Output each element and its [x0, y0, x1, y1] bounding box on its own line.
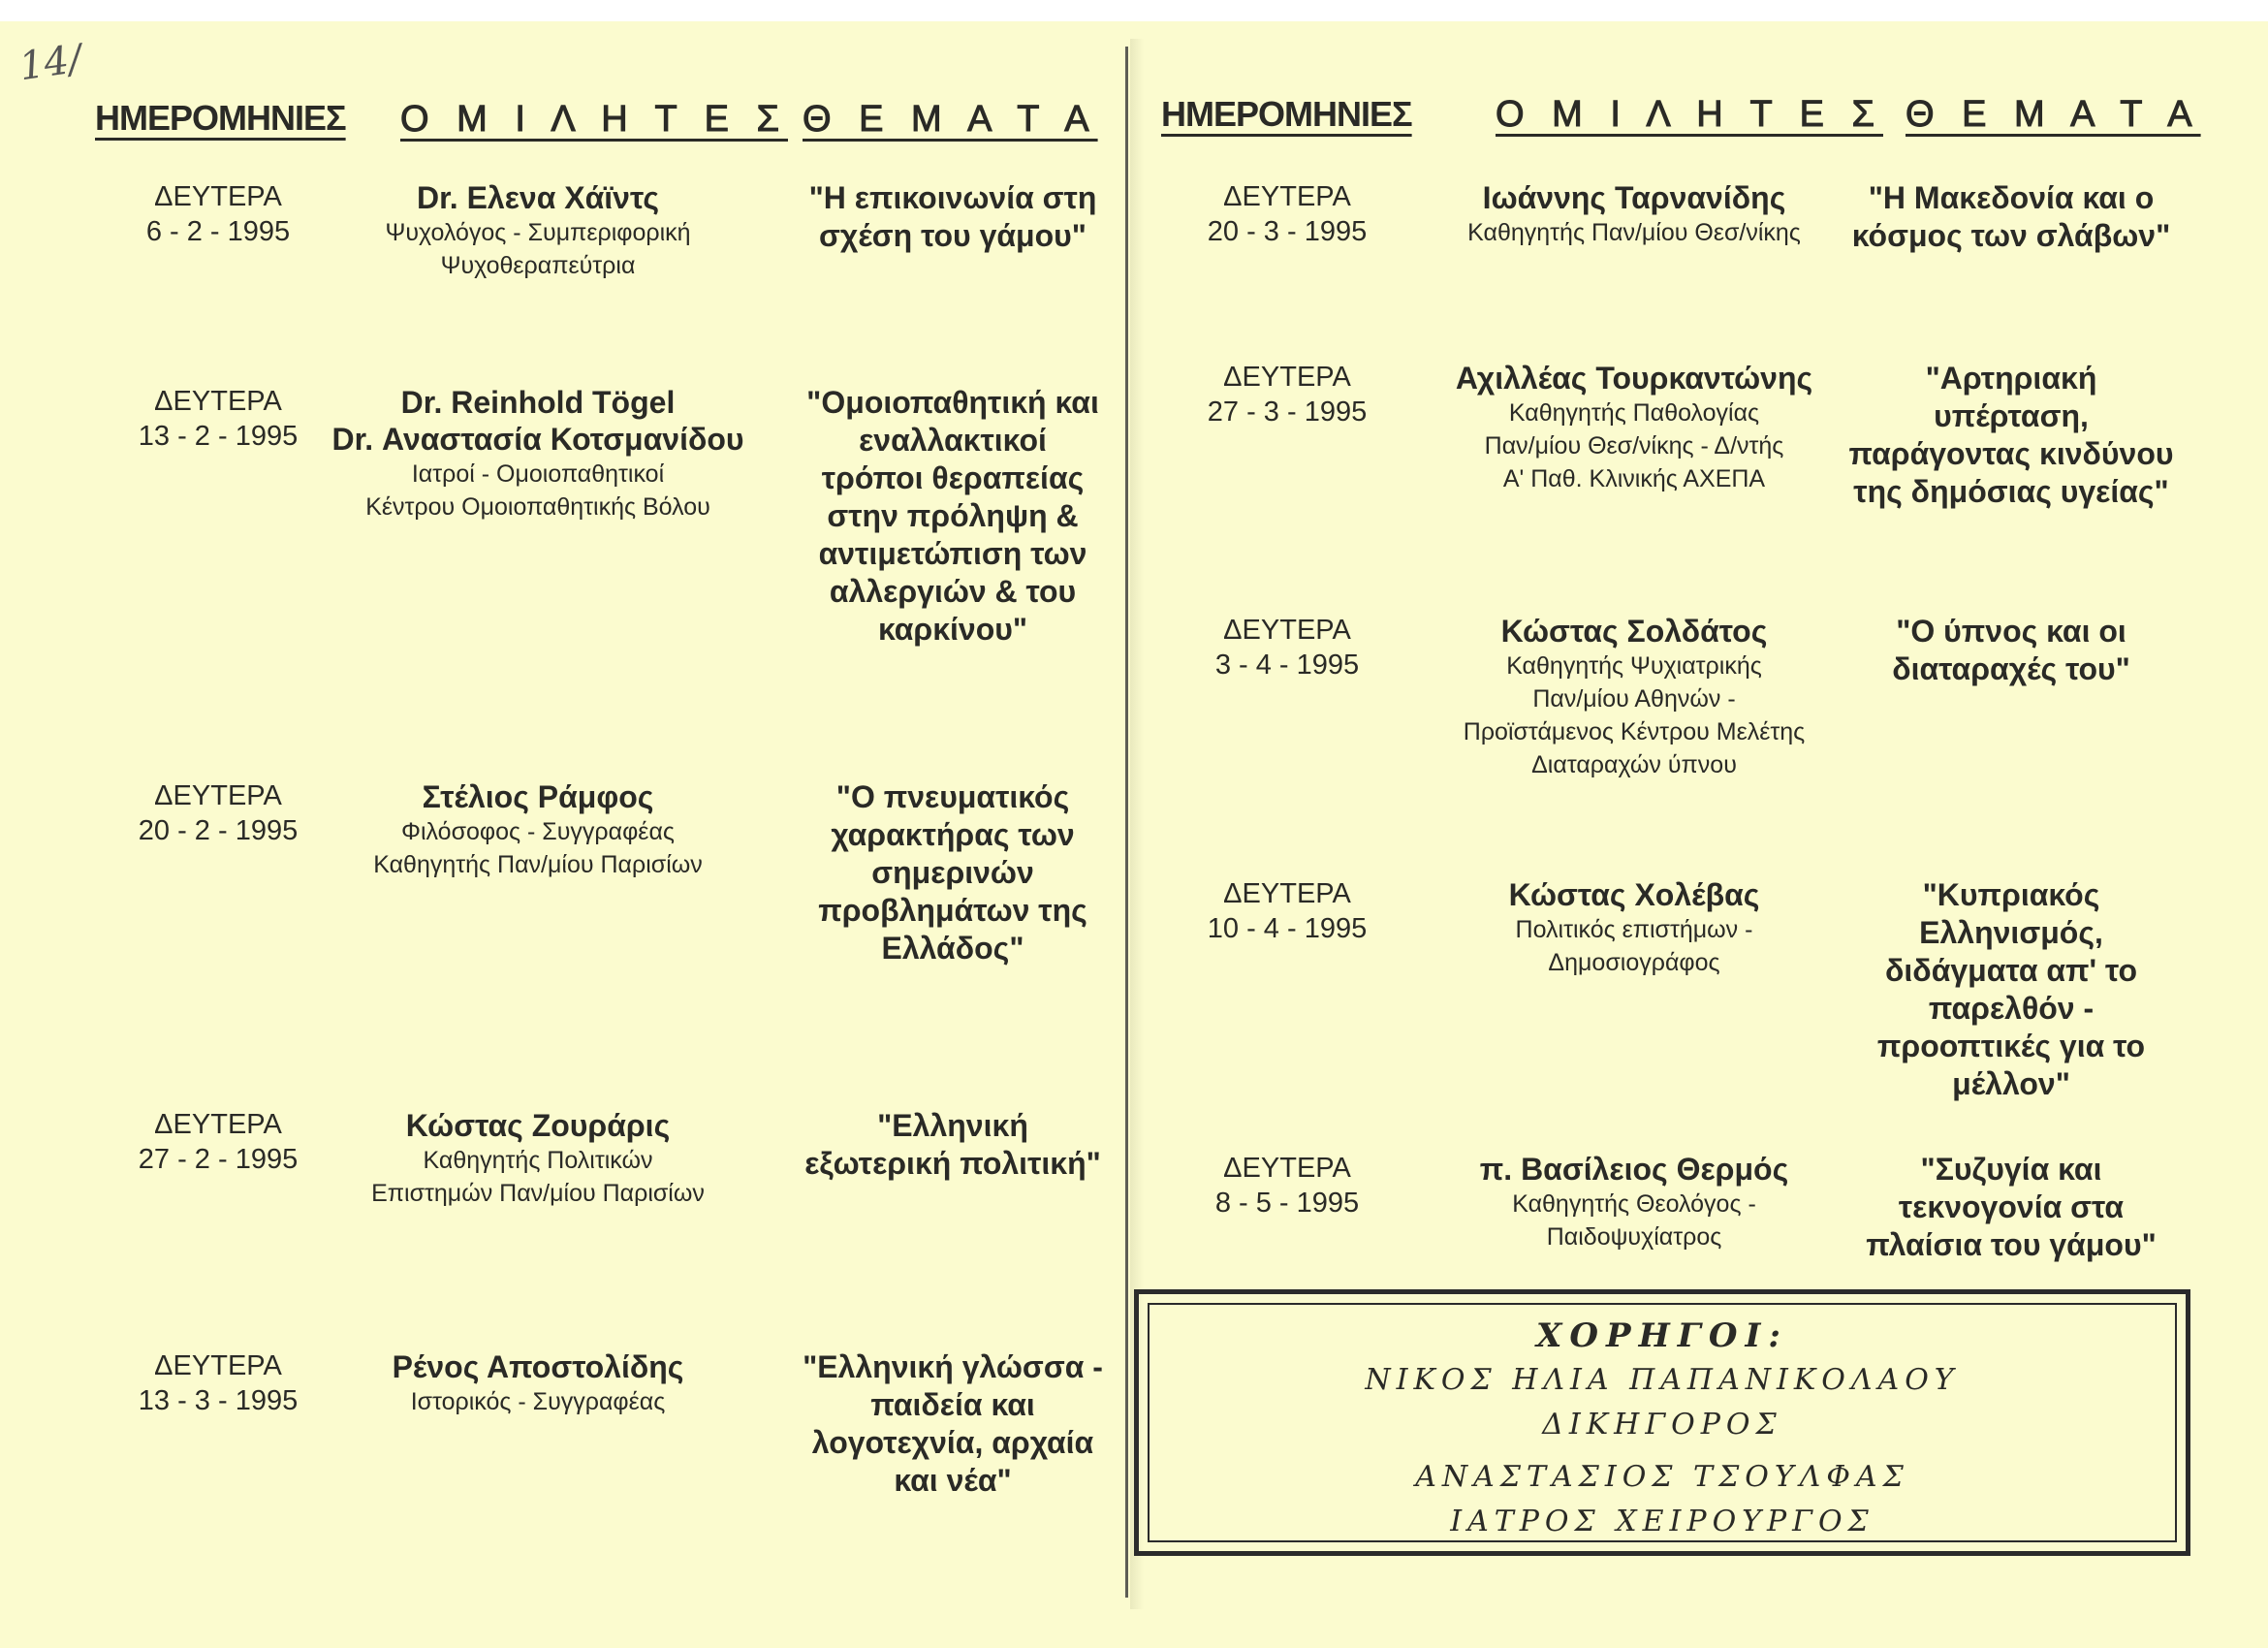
topic-line: "Αρτηριακή υπέρταση,: [1925, 361, 2097, 433]
speaker-description: Φιλόσοφος - Συγγραφέας: [401, 818, 675, 845]
speaker-description: Πολιτικός επιστήμων -: [1515, 916, 1753, 943]
entry-date: [1181, 179, 1394, 249]
entry-topic: [788, 179, 1118, 255]
entry-day: ΔΕΥΤΕΡΑ: [1223, 181, 1351, 212]
speaker-description: Ιατροί - Ομοιοπαθητικοί: [411, 460, 665, 488]
speaker-name: Κώστας Χολέβας: [1508, 877, 1760, 912]
entry-date: [111, 778, 325, 848]
topic-line: εναλλακτικοί: [859, 423, 1047, 458]
entry-topic: [1846, 179, 2176, 255]
speaker-name: Ιωάννης Ταρνανίδης: [1482, 180, 1786, 215]
entry-speaker: [325, 384, 751, 523]
entry-date-value: 13 - 2 - 1995: [138, 421, 299, 452]
entry-day: ΔΕΥΤΕΡΑ: [1223, 1153, 1351, 1184]
sponsors-box: [1134, 1289, 2190, 1556]
entry-topic: [788, 1348, 1118, 1500]
entry-date-value: 6 - 2 - 1995: [145, 216, 291, 247]
speaker-description: Καθηγητής Παν/μίου Θεσ/νίκης: [1467, 219, 1801, 246]
topic-line: "Η Μακεδονία και ο: [1868, 180, 2155, 215]
right-header-speakers: Ο Μ Ι Λ Η Τ Ε Σ: [1496, 94, 1883, 135]
sponsor-line: ΝΙΚΟΣ ΗΛΙΑ ΠΑΠΑΝΙΚΟΛΑΟΥ: [1365, 1363, 1960, 1397]
topic-line: παιδεία και: [870, 1387, 1035, 1422]
speaker-description: Παιδοψυχίατρος: [1546, 1223, 1722, 1251]
topic-line: χαρακτήρας των: [831, 817, 1075, 852]
entry-date-value: 20 - 3 - 1995: [1207, 216, 1368, 247]
speaker-name: Αχιλλέας Τουρκαντώνης: [1455, 361, 1813, 396]
entry-day: ΔΕΥΤΕΡΑ: [1223, 362, 1351, 393]
topic-line: της δημόσιας υγείας": [1853, 474, 2169, 509]
entry-day: ΔΕΥΤΕΡΑ: [154, 181, 282, 212]
topic-line: παρελθόν -: [1928, 991, 2095, 1026]
speaker-name: Κώστας Σολδάτος: [1500, 614, 1768, 649]
topic-line: παράγοντας κινδύνου: [1848, 436, 2174, 471]
topic-line: αλλεργιών & του: [829, 574, 1077, 609]
entry-date: [1181, 876, 1394, 946]
left-header-topics: Θ Ε Μ Α Τ Α: [803, 99, 1098, 140]
entry-date: [111, 384, 325, 454]
entry-speaker: [1421, 613, 1847, 781]
entry-day: ΔΕΥΤΕΡΑ: [154, 1109, 282, 1140]
speaker-description: Επιστημών Παν/μίου Παρισίων: [371, 1180, 705, 1207]
speaker-description: Καθηγητής Ψυχιατρικής: [1506, 652, 1762, 680]
topic-line: κόσμος των σλάβων": [1851, 218, 2171, 253]
entry-speaker: [1421, 876, 1847, 979]
entry-day: ΔΕΥΤΕΡΑ: [1223, 615, 1351, 646]
topic-line: στην πρόληψη &: [827, 498, 1079, 533]
topic-line: "Ομοιοπαθητική και: [806, 385, 1099, 420]
right-header-dates: ΗΜΕΡΟΜΗΝΙΕΣ: [1161, 94, 1412, 134]
topic-line: τεκνογονία στα: [1898, 1189, 2125, 1224]
entry-topic: [1846, 613, 2176, 688]
entry-date-value: 27 - 3 - 1995: [1207, 396, 1368, 428]
speaker-description: Διαταραχών ύπνου: [1531, 751, 1737, 778]
entry-date-value: 27 - 2 - 1995: [138, 1144, 299, 1175]
topic-line: "Συζυγία και: [1920, 1152, 2102, 1187]
right-header-topics: Θ Ε Μ Α Τ Α: [1906, 94, 2201, 135]
sponsor-line: ΑΝΑΣΤΑΣΙΟΣ ΤΣΟΥΛΦΑΣ: [1415, 1460, 1909, 1494]
speaker-description: Δημοσιογράφος: [1548, 949, 1720, 976]
speaker-name: π. Βασίλειος Θερμός: [1479, 1152, 1789, 1187]
entry-topic: [788, 1107, 1118, 1183]
topic-line: διαταραχές του": [1892, 651, 2130, 686]
entry-date: [1181, 613, 1394, 682]
entry-date: [1181, 1151, 1394, 1220]
sponsor-line: ΔΙΚΗΓΟΡΟΣ: [1542, 1408, 1782, 1442]
topic-line: Ελλάδος": [881, 931, 1024, 966]
topic-line: μέλλον": [1952, 1066, 2070, 1101]
speaker-name: Dr. Reinhold Tögel: [400, 385, 676, 420]
speaker-description: Κέντρου Ομοιοπαθητικής Βόλου: [365, 493, 710, 521]
sponsor-line: ΙΑΤΡΟΣ ΧΕΙΡΟΥΡΓΟΣ: [1450, 1505, 1874, 1538]
entry-topic: [1846, 1151, 2176, 1264]
center-fold-line: [1125, 47, 1128, 1598]
entry-date: [1181, 360, 1394, 429]
entry-date: [111, 179, 325, 249]
topic-line: "Ο πνευματικός: [835, 779, 1070, 814]
entry-speaker: [1421, 1151, 1847, 1253]
entry-date-value: 8 - 5 - 1995: [1214, 1188, 1360, 1219]
entry-speaker: [325, 179, 751, 282]
entry-date-value: 10 - 4 - 1995: [1207, 913, 1368, 944]
entry-topic: [1846, 876, 2176, 1103]
entry-date-value: 13 - 3 - 1995: [138, 1385, 299, 1416]
entry-topic: [788, 778, 1118, 967]
speaker-name: Ρένος Αποστολίδης: [392, 1349, 684, 1384]
speaker-description: Παν/μίου Αθηνών -: [1532, 685, 1736, 713]
topic-line: αντιμετώπιση των: [818, 536, 1087, 571]
speaker-name: Κώστας Ζουράρις: [405, 1108, 671, 1143]
speaker-name: Στέλιος Ράμφος: [422, 779, 654, 814]
entry-day: ΔΕΥΤΕΡΑ: [154, 780, 282, 811]
handwritten-annotation: 14/: [16, 36, 85, 90]
speaker-description: Καθηγητής Παθολογίας: [1508, 399, 1760, 427]
topic-line: τρόποι θεραπείας: [821, 460, 1085, 495]
speaker-description: Ψυχοθεραπεύτρια: [440, 252, 636, 279]
speaker-description: Παν/μίου Θεσ/νίκης - Δ/ντής: [1484, 432, 1784, 460]
topic-line: Ελληνισμός,: [1919, 915, 2103, 950]
topic-line: σχέση του γάμου": [819, 218, 1087, 253]
sponsors-title: ΧΟΡΗΓΟΙ:: [1536, 1316, 1788, 1355]
topic-line: καρκίνου": [877, 612, 1028, 647]
entry-speaker: [325, 778, 751, 881]
entry-day: ΔΕΥΤΕΡΑ: [1223, 878, 1351, 909]
topic-line: "Ελληνική γλώσσα -: [803, 1349, 1103, 1384]
entry-date-value: 20 - 2 - 1995: [138, 815, 299, 846]
speaker-description: Ιστορικός - Συγγραφέας: [410, 1388, 666, 1415]
topic-line: εξωτερική πολιτική": [804, 1146, 1101, 1181]
topic-line: και νέα": [894, 1463, 1012, 1498]
topic-line: "Ελληνική: [877, 1108, 1028, 1143]
speaker-name: Dr. Ελενα Χάϊντς: [417, 180, 659, 215]
topic-line: προοπτικές για το: [1876, 1029, 2146, 1063]
topic-line: "Η επικοινωνία στη: [808, 180, 1097, 215]
speaker-description: Καθηγητής Πολιτικών: [423, 1147, 653, 1174]
entry-day: ΔΕΥΤΕΡΑ: [154, 1350, 282, 1381]
speaker-name: Dr. Αναστασία Κοτσμανίδου: [331, 422, 744, 457]
topic-line: σημερινών: [871, 855, 1034, 890]
entry-speaker: [1421, 179, 1847, 249]
topic-line: πλαίσια του γάμου": [1866, 1227, 2157, 1262]
topic-line: προβλημάτων της: [818, 893, 1087, 928]
speaker-description: Προϊστάμενος Κέντρου Μελέτης: [1463, 718, 1806, 745]
entry-date-value: 3 - 4 - 1995: [1214, 650, 1360, 681]
entry-speaker: [325, 1107, 751, 1210]
topic-line: διδάγματα απ' το: [1885, 953, 2137, 988]
entry-speaker: [325, 1348, 751, 1418]
sponsors-text: [1139, 1314, 2186, 1544]
entry-topic: [788, 384, 1118, 649]
left-header-dates: ΗΜΕΡΟΜΗΝΙΕΣ: [95, 98, 346, 138]
entry-speaker: [1421, 360, 1847, 495]
topic-line: λογοτεχνία, αρχαία: [811, 1425, 1094, 1460]
topic-line: "Κυπριακός: [1922, 877, 2100, 912]
speaker-description: Ψυχολόγος - Συμπεριφορική: [385, 219, 691, 246]
speaker-description: Καθηγητής Θεολόγος -: [1512, 1190, 1756, 1218]
speaker-description: Α' Παθ. Κλινικής ΑΧΕΠΑ: [1502, 465, 1766, 492]
entry-topic: [1846, 360, 2176, 511]
left-header-speakers: Ο Μ Ι Λ Η Τ Ε Σ: [400, 99, 788, 140]
entry-date: [111, 1107, 325, 1177]
topic-line: "Ο ύπνος και οι: [1896, 614, 2126, 649]
speaker-description: Καθηγητής Παν/μίου Παρισίων: [373, 851, 703, 878]
entry-day: ΔΕΥΤΕΡΑ: [154, 386, 282, 417]
entry-date: [111, 1348, 325, 1418]
